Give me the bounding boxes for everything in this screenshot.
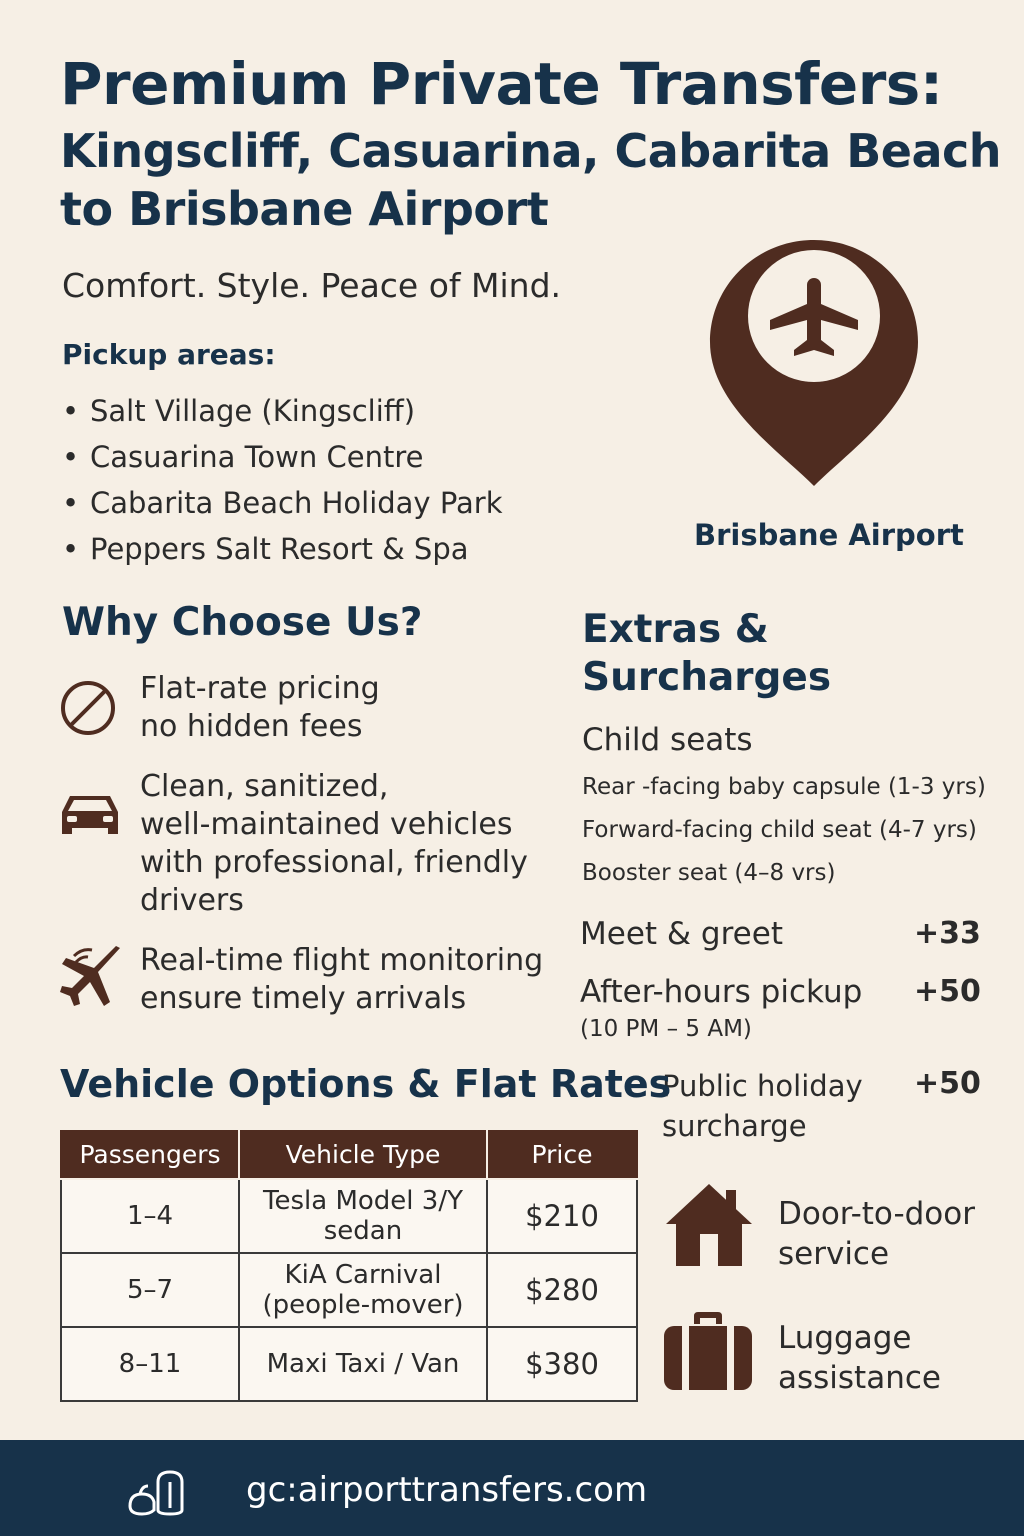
vehicle-cell: Maxi Taxi / Van <box>239 1327 487 1401</box>
feature-line: Clean, sanitized, <box>140 769 389 804</box>
service-line: service <box>778 1236 890 1272</box>
passengers-cell: 8–11 <box>61 1327 239 1401</box>
meet-greet-label: Meet & greet <box>580 916 783 952</box>
flight-icon <box>58 944 124 1010</box>
table-row <box>61 1253 637 1327</box>
seat-option: Rear -facing baby capsule (1-3 yrs) <box>582 774 986 800</box>
meet-greet-price: +33 <box>914 916 981 951</box>
footer-url[interactable]: gc:airporttransfers.com <box>246 1470 648 1510</box>
subtitle-line-1: Kingscliff, Casuarina, Cabarita Beach <box>60 124 1002 178</box>
pickup-list <box>62 388 503 572</box>
after-hours-times: (10 PM – 5 AM) <box>580 1016 752 1042</box>
page-subtitle <box>60 122 1001 238</box>
table-row <box>61 1327 637 1401</box>
seat-option: Booster seat (4–8 vrs) <box>582 860 836 886</box>
extras-heading-line: Extras & <box>582 607 769 652</box>
feature-line: no hidden fees <box>140 709 363 744</box>
vehicle-line: KiA Carnival <box>284 1260 442 1290</box>
car-icon <box>58 790 122 840</box>
holiday-line: surcharge <box>662 1109 807 1143</box>
tagline: Comfort. Style. Peace of Mind. <box>62 266 562 305</box>
seat-option: Forward-facing child seat (4-7 yrs) <box>582 817 977 843</box>
table-header-row <box>61 1130 637 1179</box>
extras-heading <box>582 606 831 702</box>
feature-clean-vehicles <box>140 768 528 920</box>
feature-line: well-maintained vehicles <box>140 807 513 842</box>
airport-pin-icon <box>708 236 920 488</box>
pickup-heading: Pickup areas: <box>62 338 276 371</box>
destination-label: Brisbane Airport <box>694 518 964 552</box>
vehicle-cell <box>239 1253 487 1327</box>
list-item: • Cabarita Beach Holiday Park <box>62 480 503 526</box>
price-cell: $210 <box>487 1179 637 1253</box>
column-header: Passengers <box>61 1130 239 1179</box>
page-title: Premium Private Transfers: <box>60 50 943 118</box>
feature-line: ensure timely arrivals <box>140 981 467 1016</box>
column-header: Price <box>487 1130 637 1179</box>
feature-line: Flat-rate pricing <box>140 671 380 706</box>
after-hours-price: +50 <box>914 974 981 1009</box>
vehicle-cell <box>239 1179 487 1253</box>
feature-line: Real-time flight monitoring <box>140 943 544 978</box>
table-row <box>61 1179 637 1253</box>
child-seats-heading: Child seats <box>582 722 753 758</box>
passengers-cell: 5–7 <box>61 1253 239 1327</box>
vehicle-line: sedan <box>323 1216 403 1246</box>
subtitle-line-2: to Brisbane Airport <box>60 182 549 236</box>
feature-flat-rate <box>140 670 380 746</box>
feature-line: with professional, friendly <box>140 845 528 880</box>
holiday-line: Public holiday <box>662 1069 863 1103</box>
price-cell: $380 <box>487 1327 637 1401</box>
vehicle-line: Tesla Model 3/Y <box>263 1186 463 1216</box>
feature-line: drivers <box>140 883 244 918</box>
service-line: assistance <box>778 1360 941 1396</box>
extras-heading-line: Surcharges <box>582 655 832 700</box>
list-item: • Peppers Salt Resort & Spa <box>62 526 503 572</box>
vehicle-heading: Vehicle Options & Flat Rates <box>60 1062 672 1106</box>
rates-table <box>60 1130 638 1402</box>
list-item: • Salt Village (Kingscliff) <box>62 388 503 434</box>
list-item: • Casuarina Town Centre <box>62 434 503 480</box>
why-heading: Why Choose Us? <box>62 600 423 645</box>
logo-icon <box>126 1468 190 1516</box>
column-header: Vehicle Type <box>239 1130 487 1179</box>
no-symbol-icon <box>58 678 118 738</box>
vehicle-line: (people-mover) <box>262 1290 464 1320</box>
door-to-door-text <box>778 1194 975 1274</box>
house-icon <box>662 1180 756 1268</box>
feature-flight-monitoring <box>140 942 543 1018</box>
luggage-icon <box>662 1310 754 1392</box>
public-holiday-price: +50 <box>914 1066 981 1101</box>
after-hours-label: After-hours pickup <box>580 974 863 1010</box>
public-holiday-label <box>662 1066 863 1146</box>
service-line: Luggage <box>778 1320 912 1356</box>
luggage-text <box>778 1318 941 1398</box>
passengers-cell: 1–4 <box>61 1179 239 1253</box>
price-cell: $280 <box>487 1253 637 1327</box>
service-line: Door-to-door <box>778 1196 975 1232</box>
